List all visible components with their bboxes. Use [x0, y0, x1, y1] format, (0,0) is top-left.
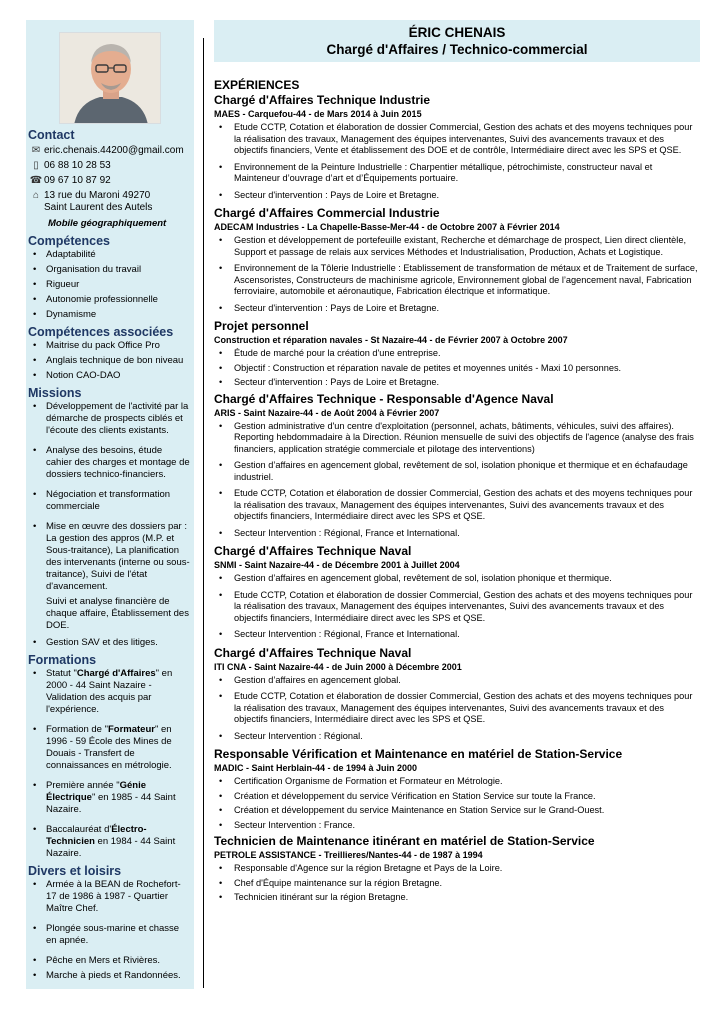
list-item: • Plongée sous-marine et chasse en apnée.: [28, 923, 190, 947]
job-bullets: [214, 348, 700, 389]
job-bullets: [214, 573, 700, 641]
list-item: • Dynamisme: [28, 309, 190, 321]
job-title: Responsable Vérification et Maintenance en matériel de Station-Service: [214, 747, 623, 761]
missions-list: [28, 401, 190, 593]
job-title: Chargé d'Affaires Technique Naval: [214, 645, 412, 660]
job-bullets: [214, 863, 700, 904]
experience-entry: [214, 93, 700, 201]
list-item: • Développement de l'activité par la démarche de prospects ciblés et l'écoute des clients existants.: [28, 401, 190, 437]
address-line-2: Saint Laurent des Autels: [44, 202, 153, 213]
list-item: • Notion CAO-DAO: [28, 370, 190, 382]
job-title: Chargé d'Affaires Commercial Industrie: [214, 206, 440, 220]
job-subtitle: ADECAM Industries - La Chapelle-Basse-Mer-44 - de Octobre 2007 à Février 2014: [214, 222, 560, 232]
competences-associees-heading: Compétences associées: [28, 325, 174, 339]
list-item: • Etude CCTP, Cotation et élaboration de dossier Commercial, Gestion des achats et des moyens techniques pour la réalisation des travaux, Management des équipes intervenantes, Suivi des avancements travaux et des objectifs financiers, Intermédiaire direct avec les SPS et QSE.: [214, 590, 700, 625]
person-role: Chargé d'Affaires / Technico-commercial: [326, 42, 588, 57]
list-item: • Armée à la BEAN de Rochefort-17 de 1986 à 1987 - Quartier Maître Chef.: [28, 879, 190, 915]
list-item: • Première année "Génie Électrique" en 1985 - 44 Saint Nazaire.: [28, 780, 190, 816]
list-item: • Création et développement du service Maintenance en Station Service sur le Grand-Ouest.: [214, 805, 700, 817]
competences-list: [28, 249, 190, 321]
list-item: • Organisation du travail: [28, 264, 190, 276]
list-item: • Gestion et développement de portefeuille existant, Recherche et démarchage de prospect, Lien direct clientèle, Support et passage de relais aux services Méthodes et Industrialisation, Production, Achats et Logistique.: [214, 235, 700, 258]
portrait-image: [60, 33, 161, 124]
list-item: • Secteur d'intervention : Pays de Loire et Bretagne.: [214, 377, 700, 389]
list-item: • Statut "Chargé d'Affaires" en 2000 - 44 Saint Nazaire - Validation des acquis par l'expérience.: [28, 668, 190, 716]
list-item: • Gestion SAV et des litiges.: [28, 637, 190, 649]
experiences-heading: EXPÉRIENCES: [214, 78, 300, 92]
list-item: • Etude CCTP, Cotation et élaboration de dossier Commercial, Gestion des achats et des moyens techniques pour la réalisation des travaux, Management des équipes intervenantes, Suivi des avancements travaux et des objectifs financiers, Vente et établissement des DOE et de contrôle, Intermédiaire direct avec les SPS et QSE.: [214, 122, 700, 157]
list-item: • Anglais technique de bon niveau: [28, 355, 190, 367]
experience-list: [214, 93, 700, 904]
list-item: • Etude CCTP, Cotation et élaboration de dossier Commercial, Gestion des achats et des moyens techniques pour la réalisation des travaux, Management des équipes intervenantes, Suivi des avancements travaux et des objectifs financiers, Intermédiaire direct avec les SPS et QSE.: [214, 691, 700, 726]
list-item: • Baccalauréat d'Électro-Technicien en 1984 - 44 Saint Nazaire.: [28, 824, 190, 860]
header-banner: [214, 20, 700, 62]
list-item: • Gestion d’affaires en agencement global, revêtement de sol, isolation phonique et thermique et en échafaudage industriel.: [214, 460, 700, 483]
experience-entry: [214, 544, 700, 641]
experience-entry: [214, 319, 700, 389]
profile-photo: [59, 32, 161, 124]
job-subtitle: ARIS - Saint Nazaire-44 - de Août 2004 à Février 2007: [214, 407, 440, 418]
main-content: [214, 20, 700, 907]
list-item: • Étude de marché pour la création d'une entreprise.: [214, 348, 700, 360]
job-subtitle: ITI CNA - Saint Nazaire-44 - de Juin 2000 à Décembre 2001: [214, 661, 462, 672]
list-item: • Secteur Intervention : Régional.: [214, 731, 700, 743]
list-item: • Rigueur: [28, 279, 190, 291]
mobile-phone-icon: ▯: [33, 160, 39, 171]
person-name: ÉRIC CHENAIS: [408, 25, 506, 40]
missions-heading: Missions: [28, 386, 82, 400]
list-item: • Mise en œuvre des dossiers par : La gestion des appros (M.P. et Sous-traitance), La planification des intervenants (interne ou sous-traitance), Suivi de l'état d'avancement.: [28, 521, 190, 593]
list-item: • Secteur d'intervention : Pays de Loire et Bretagne.: [214, 303, 700, 315]
job-subtitle: MAES - Carquefou-44 - de Mars 2014 à Juin 2015: [214, 109, 422, 119]
contact-email[interactable]: eric.chenais.44200@gmail.com: [44, 145, 184, 156]
phone-icon: ☎: [29, 175, 43, 186]
job-title: Projet personnel: [214, 319, 309, 333]
competences-heading: Compétences: [28, 234, 110, 248]
list-item: • Secteur Intervention : Régional, France et International.: [214, 629, 700, 641]
contact-mobile-row: [28, 158, 190, 173]
experience-entry: [214, 747, 700, 831]
job-bullets: [214, 122, 700, 201]
job-subtitle: SNMI - Saint Nazaire-44 - de Décembre 2001 à Juillet 2004: [214, 560, 460, 570]
experience-entry: [214, 646, 700, 743]
experience-entry: [214, 392, 700, 540]
experience-entry: [214, 834, 700, 904]
list-item: • Secteur d'intervention : Pays de Loire et Bretagne.: [214, 190, 700, 202]
list-item: • Chef d'Équipe maintenance sur la région Bretagne.: [214, 878, 700, 890]
missions-list-end: [28, 637, 190, 649]
missions-paragraph: Suivi et analyse financière de chaque affaire, Établissement des DOE.: [46, 596, 189, 631]
list-item: • Objectif : Construction et réparation navale de petites et moyennes unités - Maxi 10 personnes.: [214, 363, 700, 375]
job-title: Chargé d'Affaires Technique - Responsable d'Agence Naval: [214, 391, 554, 406]
contact-address: [44, 190, 152, 214]
job-subtitle: PETROLE ASSISTANCE - Treillieres/Nantes-44 - de 1987 à 1994: [214, 850, 483, 860]
list-item: • Responsable d'Agence sur la région Bretagne et Pays de la Loire.: [214, 863, 700, 875]
list-item: • Environnement de la Peinture Industrielle : Charpentier métallique, pétrochimiste, constructeur naval et Mainteneur d’ouvrage d’art et d’Équipements portuaire.: [214, 162, 700, 185]
job-subtitle: MADIC - Saint Herblain-44 - de 1994 à Juin 2000: [214, 763, 418, 773]
list-item: • Analyse des besoins, étude cahier des charges et montage de dossiers technico-financiers.: [28, 445, 190, 481]
mobility-note: Mobile géographiquement: [48, 218, 167, 229]
list-item: • Gestion d’affaires en agencement global.: [214, 675, 700, 687]
column-divider: [203, 38, 204, 988]
divers-heading: Divers et loisirs: [28, 864, 122, 878]
contact-mobile: 06 88 10 28 53: [44, 160, 111, 171]
experience-entry: [214, 206, 700, 314]
envelope-icon: ✉: [31, 145, 41, 156]
list-item: • Formation de "Formateur" en 1996 - 59 École des Mines de Douais - Transfert de connaissances en métrologie.: [28, 724, 190, 772]
competences-associees-list: [28, 340, 190, 382]
list-item: • Certification Organisme de Formation et Formateur en Métrologie.: [214, 776, 700, 788]
list-item: • Pêche en Mers et Rivières.: [28, 955, 190, 967]
contact-email-row: [28, 143, 190, 158]
list-item: • Adaptabilité: [28, 249, 190, 261]
list-item: • Création et développement du service Vérification en Station Service sur toute la France.: [214, 791, 700, 803]
list-item: • Autonomie professionnelle: [28, 294, 190, 306]
job-title: Chargé d'Affaires Technique Industrie: [214, 93, 430, 107]
list-item: • Négociation et transformation commerciale: [28, 489, 190, 513]
contact-heading: Contact: [28, 128, 75, 142]
job-subtitle: Construction et réparation navales - St Nazaire-44 - de Février 2007 à Octobre 2007: [214, 335, 568, 345]
divers-list: [28, 879, 190, 982]
job-title: Chargé d'Affaires Technique Naval: [214, 544, 412, 558]
sidebar: [26, 20, 194, 989]
list-item: • Secteur Intervention : Régional, France et International.: [214, 528, 700, 540]
list-item: • Maitrise du pack Office Pro: [28, 340, 190, 352]
formations-heading: Formations: [28, 653, 97, 667]
list-item: • Gestion administrative d'un centre d'exploitation (personnel, achats, bâtiments, véhicules, suivi des affaires). Reporting hebdommadaire à la Direction. Réunion mensuelle de suivi des objectifs de l'agence (analyse des frais financiers, application stratégie commerciale et pilotage des interventions): [214, 421, 700, 456]
contact-phone-row: [28, 173, 190, 188]
job-bullets: [214, 235, 700, 314]
job-bullets: [214, 675, 700, 743]
formations-list: [28, 668, 190, 860]
job-title: Technicien de Maintenance itinérant en matériel de Station-Service: [214, 834, 595, 848]
job-bullets: [214, 421, 700, 540]
list-item: • Etude CCTP, Cotation et élaboration de dossier Commercial, Gestion des achats et des moyens techniques pour la réalisation des travaux, Management des équipes intervenantes, Suivi des avancements travaux et des objectifs financiers, Intermédiaire direct avec les SPS et QSE.: [214, 488, 700, 523]
contact-address-row: [28, 190, 190, 214]
list-item: • Secteur Intervention : France.: [214, 820, 700, 832]
contact-phone: 09 67 10 87 92: [44, 175, 111, 186]
list-item: • Marche à pieds et Randonnées.: [28, 970, 190, 982]
address-line-1: 13 rue du Maroni 49270: [44, 190, 151, 201]
home-icon: ⌂: [32, 190, 40, 201]
list-item: • Environnement de la Tôlerie Industrielle : Etablissement de transformation de métaux et de Traitement de surface, Ascensoristes, Constructeurs de machinisme agricole, Environnement global de l’agencement naval, Fabrication ferroviaire, automobile et aéronautique, Fabrication électrique et informatique.: [214, 263, 700, 298]
list-item: • Gestion d’affaires en agencement global, revêtement de sol, isolation phonique et thermique.: [214, 573, 700, 585]
job-bullets: [214, 776, 700, 831]
list-item: • Technicien itinérant sur la région Bretagne.: [214, 892, 700, 904]
